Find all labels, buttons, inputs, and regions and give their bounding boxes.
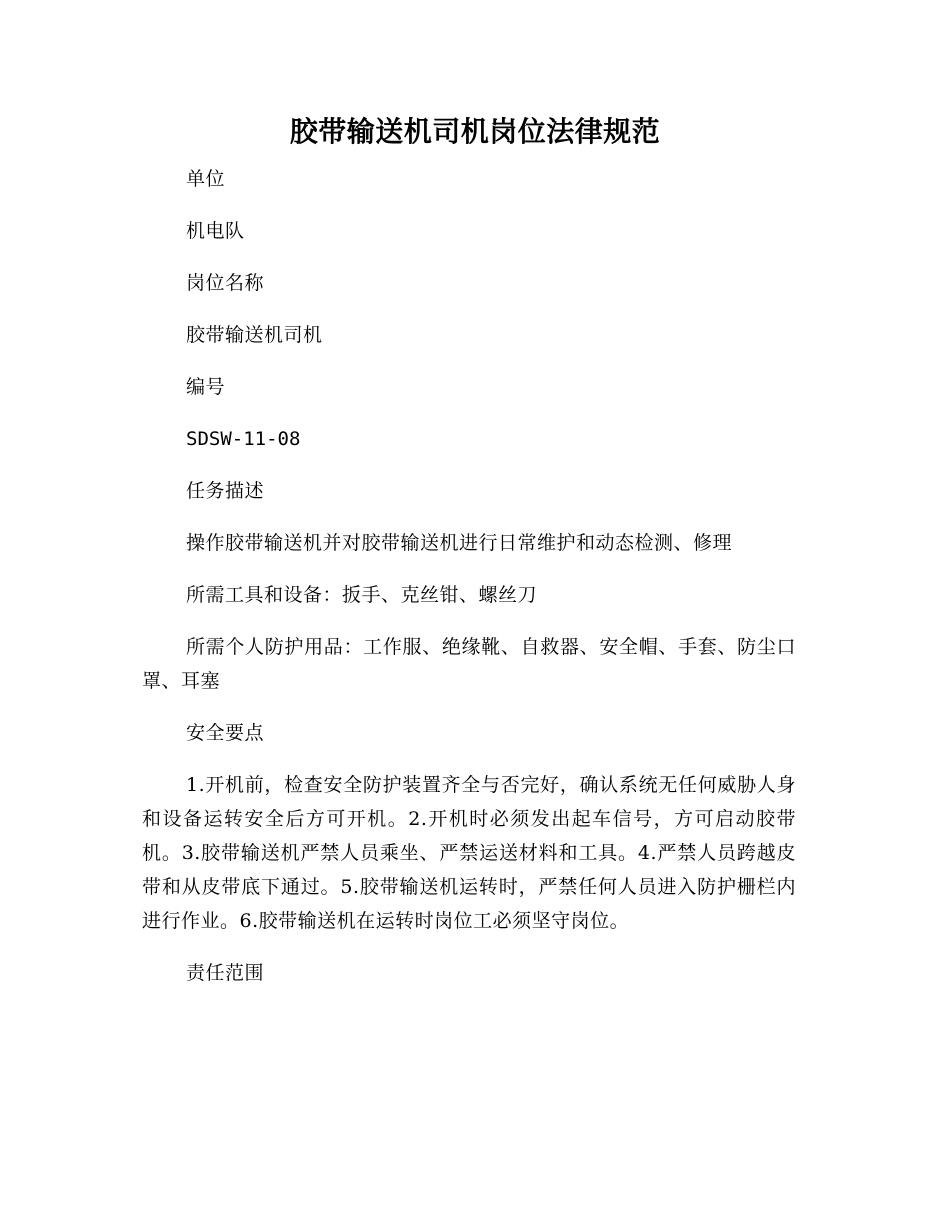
paragraph-safety-points: 1.开机前，检查安全防护装置齐全与否完好，确认系统无任何威胁人身和设备运转安全后方可开机。2.开机时必须发出起车信号，方可启动胶带机。3.胶带输送机严禁人员乘坐、严禁运送材料和工具。4.严禁人员跨越皮带和从皮带底下通过。5.胶带输送机运转时，严禁任何人员进入防护栅栏内进行作业。6.胶带输送机在运转时岗位工必须坚守岗位。: [142, 774, 796, 932]
paragraph-tools: 所需工具和设备：扳手、克丝钳、螺丝刀: [186, 584, 538, 606]
paragraph-unit-value: 机电队: [186, 220, 245, 242]
paragraph-task-heading: 任务描述: [186, 480, 265, 502]
document-body: [142, 162, 796, 1008]
paragraph-position-value: 胶带输送机司机: [186, 324, 323, 346]
paragraph-position-heading: 岗位名称: [186, 272, 265, 294]
paragraph-responsibility-heading: 责任范围: [186, 962, 265, 984]
document-title: 胶带输送机司机岗位法律规范: [289, 115, 661, 148]
paragraph-safety-heading: 安全要点: [186, 722, 265, 744]
paragraph-code-heading: 编号: [186, 376, 226, 398]
paragraph-protective-equipment: 所需个人防护用品：工作服、绝缘靴、自救器、安全帽、手套、防尘口罩、耳塞: [142, 636, 796, 692]
paragraph-task-description: 操作胶带输送机并对胶带输送机进行日常维护和动态检测、修理: [186, 532, 733, 554]
paragraph-unit-heading: 单位: [186, 168, 226, 190]
paragraph-code-value: SDSW-11-08: [186, 428, 301, 450]
